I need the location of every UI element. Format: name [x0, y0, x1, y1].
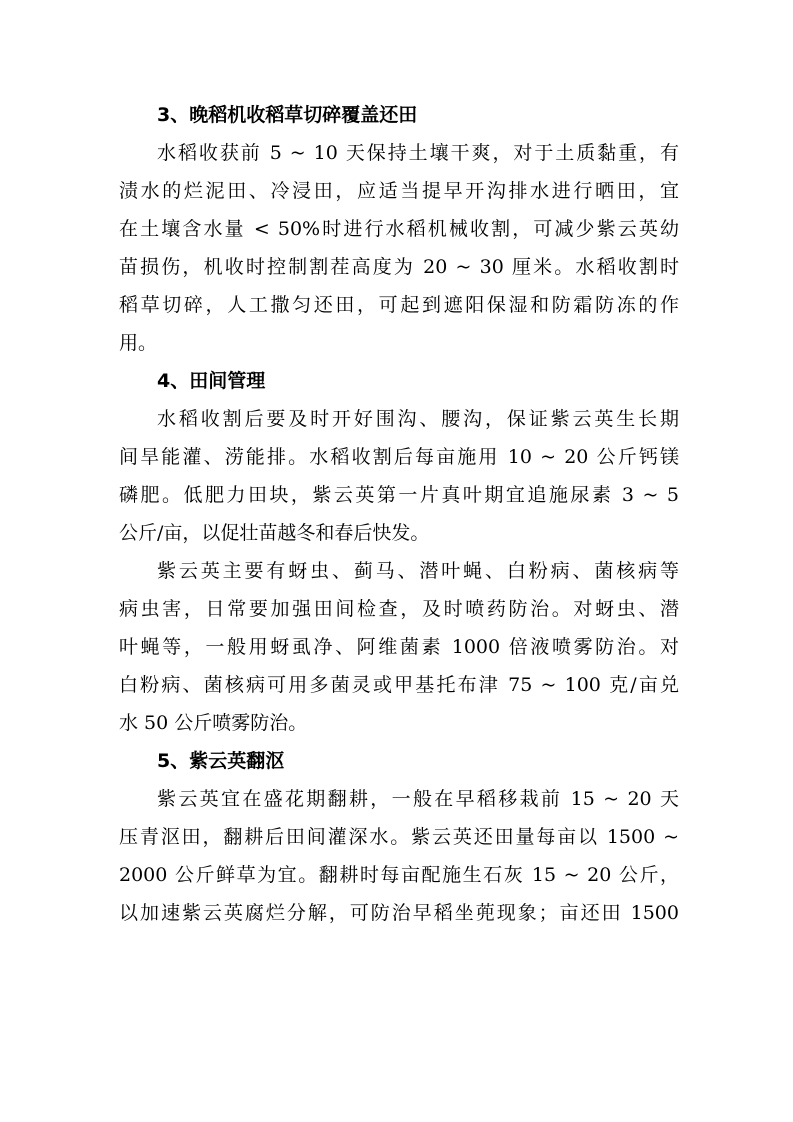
text-line: 2000 公斤鲜草为宜。翻耕时每亩配施生石灰 15 ~ 20 公斤，	[119, 864, 679, 886]
text-line: 紫云英宜在盛花期翻耕，一般在早稻移栽前 15 ~ 20 天	[157, 788, 679, 810]
section-4	[119, 362, 679, 742]
section-3	[119, 96, 679, 362]
paragraph	[119, 552, 679, 742]
text-line: 白粉病、菌核病可用多菌灵或甲基托布津 75 ~ 100 克/亩兑	[119, 674, 679, 696]
paragraph	[119, 780, 679, 932]
text-line: 病虫害，日常要加强田间检查，及时喷药防治。对蚜虫、潜	[119, 598, 679, 620]
text-line: 紫云英主要有蚜虫、蓟马、潜叶蝇、白粉病、菌核病等	[157, 560, 679, 582]
text-line: 水稻收割后要及时开好围沟、腰沟，保证紫云英生长期	[157, 408, 679, 430]
paragraph	[119, 134, 679, 362]
text-line: 压青沤田，翻耕后田间灌深水。紫云英还田量每亩以 1500 ~	[119, 826, 679, 848]
section-heading: 3、晚稻机收稻草切碎覆盖还田	[157, 104, 418, 126]
document-page	[119, 96, 679, 932]
section-heading: 5、紫云英翻沤	[157, 750, 285, 772]
text-line: 苗损伤，机收时控制割茬高度为 20 ~ 30 厘米。水稻收割时	[119, 256, 679, 278]
text-line: 公斤/亩，以促壮苗越冬和春后快发。	[119, 522, 430, 544]
text-line: 水稻收获前 5 ~ 10 天保持土壤干爽，对于土质黏重，有	[157, 142, 679, 164]
text-line: 叶蝇等，一般用蚜虱净、阿维菌素 1000 倍液喷雾防治。对	[119, 636, 679, 658]
paragraph	[119, 400, 679, 552]
section-5	[119, 742, 679, 932]
text-line: 稻草切碎，人工撒匀还田，可起到遮阳保湿和防霜防冻的作	[119, 294, 679, 316]
text-line: 水 50 公斤喷雾防治。	[119, 712, 308, 734]
text-line: 用。	[119, 332, 158, 354]
text-line: 渍水的烂泥田、冷浸田，应适当提早开沟排水进行晒田，宜	[119, 180, 679, 202]
section-heading: 4、田间管理	[157, 370, 266, 392]
text-line: 间旱能灌、涝能排。水稻收割后每亩施用 10 ~ 20 公斤钙镁	[119, 446, 679, 468]
text-line: 在土壤含水量 < 50%时进行水稻机械收割，可减少紫云英幼	[119, 218, 679, 240]
text-line: 磷肥。低肥力田块，紫云英第一片真叶期宜追施尿素 3 ~ 5	[119, 484, 679, 506]
text-line: 以加速紫云英腐烂分解，可防治早稻坐蔸现象；亩还田 1500	[119, 902, 679, 924]
